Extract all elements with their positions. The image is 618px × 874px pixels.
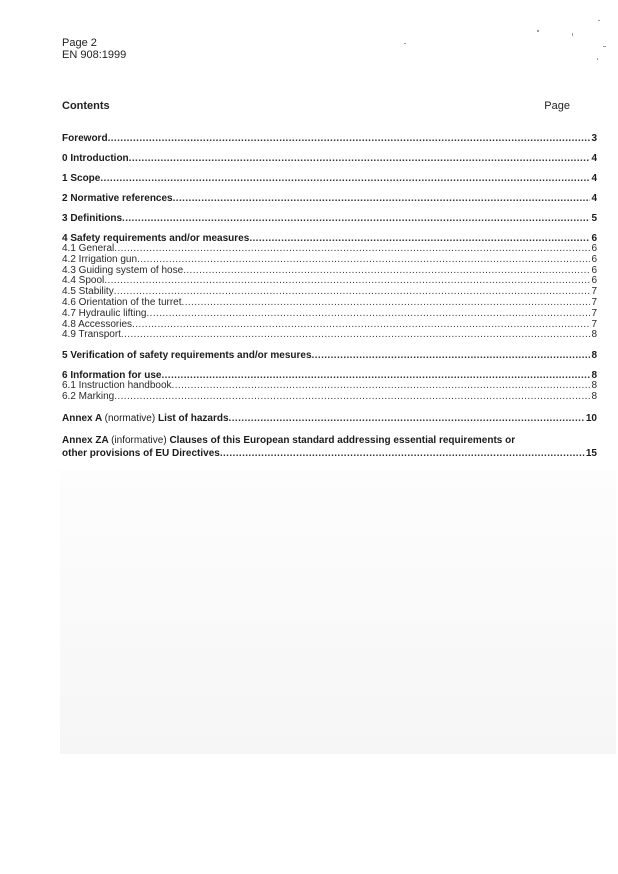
page-number: Page 2	[62, 37, 97, 49]
scan-speck	[603, 46, 606, 47]
toc-entry-title: 6 Information for use	[62, 370, 162, 382]
toc-entry-title: 2 Normative references	[62, 193, 173, 204]
toc-entry-title: 5 Verification of safety requirements and/or mesures	[62, 350, 312, 362]
toc-entry-title: 0 Introduction	[62, 153, 129, 164]
toc-entry-page: 8	[591, 380, 597, 392]
annex-za-page: 15	[585, 447, 597, 459]
toc-entry-title: 4 Safety requirements and/or measures	[62, 233, 250, 244]
dot-leader	[137, 255, 590, 266]
toc-entry-page: 8	[591, 350, 597, 362]
scan-speck	[597, 58, 598, 60]
dot-leader	[229, 412, 585, 425]
toc-entry-title: 6.1 Instruction handbook	[62, 380, 172, 392]
dot-leader	[104, 276, 590, 287]
annex-za-label: Annex ZA	[62, 434, 109, 446]
toc-entry-page: 8	[591, 370, 597, 382]
dot-leader	[161, 370, 590, 381]
toc-entry-page: 7	[591, 307, 597, 319]
toc-entry-title: 4.4 Spool	[62, 275, 105, 287]
toc-entry-page: 7	[591, 286, 597, 298]
dot-leader	[146, 309, 590, 320]
dot-leader	[312, 350, 591, 361]
dot-leader	[182, 298, 591, 309]
toc-entry[interactable]	[62, 255, 597, 266]
toc-entry[interactable]	[62, 133, 597, 144]
dot-leader	[129, 153, 591, 164]
scan-speck	[537, 30, 539, 32]
toc-entry[interactable]	[62, 330, 597, 341]
toc-entry-page: 7	[591, 296, 597, 308]
scan-speck	[572, 33, 573, 36]
toc-entry-title: 1 Scope	[62, 173, 101, 184]
scan-speck	[404, 43, 406, 44]
toc-entry[interactable]	[62, 213, 597, 224]
toc-entry-page: 6	[591, 243, 597, 254]
toc-entry-page: 4	[591, 153, 597, 164]
toc-entry-page: 4	[591, 173, 597, 184]
toc-entry-title: 3 Definitions	[62, 213, 123, 224]
toc-entry[interactable]	[62, 350, 597, 361]
toc-entry[interactable]	[62, 320, 597, 331]
toc-entry[interactable]	[62, 173, 597, 184]
toc-entry-annex-a[interactable]	[62, 412, 597, 425]
toc-entry[interactable]	[62, 244, 597, 255]
dot-leader	[114, 392, 590, 403]
contents-title: Contents	[62, 100, 110, 112]
toc-entry-title: 4.5 Stability	[62, 286, 114, 298]
dot-leader	[100, 173, 590, 184]
standard-id: EN 908:1999	[62, 49, 127, 61]
toc-entry-title: 6.2 Marking	[62, 390, 115, 402]
dot-leader	[249, 233, 590, 244]
page-column-label: Page	[544, 100, 570, 112]
contents-heading-row	[62, 100, 570, 112]
annex-a-type: (normative)	[104, 412, 156, 424]
toc-entry-title: 4.7 Hydraulic lifting	[62, 307, 147, 319]
toc-entry-title: 4.8 Accessories	[62, 318, 133, 330]
toc-entry-page: 6	[591, 233, 597, 244]
toc-entry-page: 8	[591, 390, 597, 402]
dot-leader	[121, 330, 591, 341]
toc-entries	[62, 133, 597, 403]
dot-leader	[172, 381, 591, 392]
toc-entry-title: Foreword	[62, 133, 108, 144]
dot-leader	[173, 193, 591, 204]
toc-entry-page: 8	[591, 329, 597, 341]
toc-entry-title: 4.2 Irrigation gun	[62, 253, 138, 265]
toc-entry-title: 4.3 Guiding system of hose	[62, 264, 184, 276]
annex-za-title-line1: Clauses of this European standard addressing essential requirements or	[169, 434, 516, 446]
toc-entry[interactable]	[62, 276, 597, 287]
annex-a-title: List of hazards	[157, 412, 229, 424]
annex-a-page: 10	[585, 412, 597, 424]
toc-entry[interactable]	[62, 309, 597, 320]
toc-entry-page: 6	[591, 264, 597, 276]
dot-leader	[122, 213, 590, 224]
toc-entry-title: 4.6 Orientation of the turret	[62, 296, 182, 308]
dot-leader	[114, 287, 591, 298]
toc-entry[interactable]	[62, 193, 597, 204]
toc-entry-title: 4.9 Transport	[62, 329, 121, 341]
dot-leader	[220, 447, 585, 460]
toc-entry-page: 6	[591, 253, 597, 265]
toc-entry[interactable]	[62, 392, 597, 403]
annex-za-title-line2: other provisions of EU Directives	[62, 447, 220, 459]
toc-entry[interactable]	[62, 153, 597, 164]
toc-entry[interactable]	[62, 266, 597, 277]
scan-speck	[598, 20, 600, 21]
page-header	[62, 37, 126, 61]
dot-leader	[183, 266, 590, 277]
toc-entry-page: 3	[591, 133, 597, 144]
toc-entry[interactable]	[62, 381, 597, 392]
dot-leader	[132, 320, 590, 331]
toc-entry-title: 4.1 General	[62, 243, 115, 254]
toc-entry[interactable]	[62, 233, 597, 244]
toc-entry-page: 6	[591, 275, 597, 287]
table-of-contents	[62, 133, 597, 460]
toc-entry-page: 4	[591, 193, 597, 204]
scan-shading	[60, 470, 616, 754]
dot-leader	[114, 244, 590, 255]
toc-entry-page: 5	[591, 213, 597, 224]
annex-a-label: Annex A	[62, 412, 102, 424]
dot-leader	[108, 133, 591, 144]
toc-entry-annex-za[interactable]	[62, 434, 597, 460]
toc-entry-page: 7	[591, 318, 597, 330]
annex-za-type: (informative)	[111, 434, 167, 446]
